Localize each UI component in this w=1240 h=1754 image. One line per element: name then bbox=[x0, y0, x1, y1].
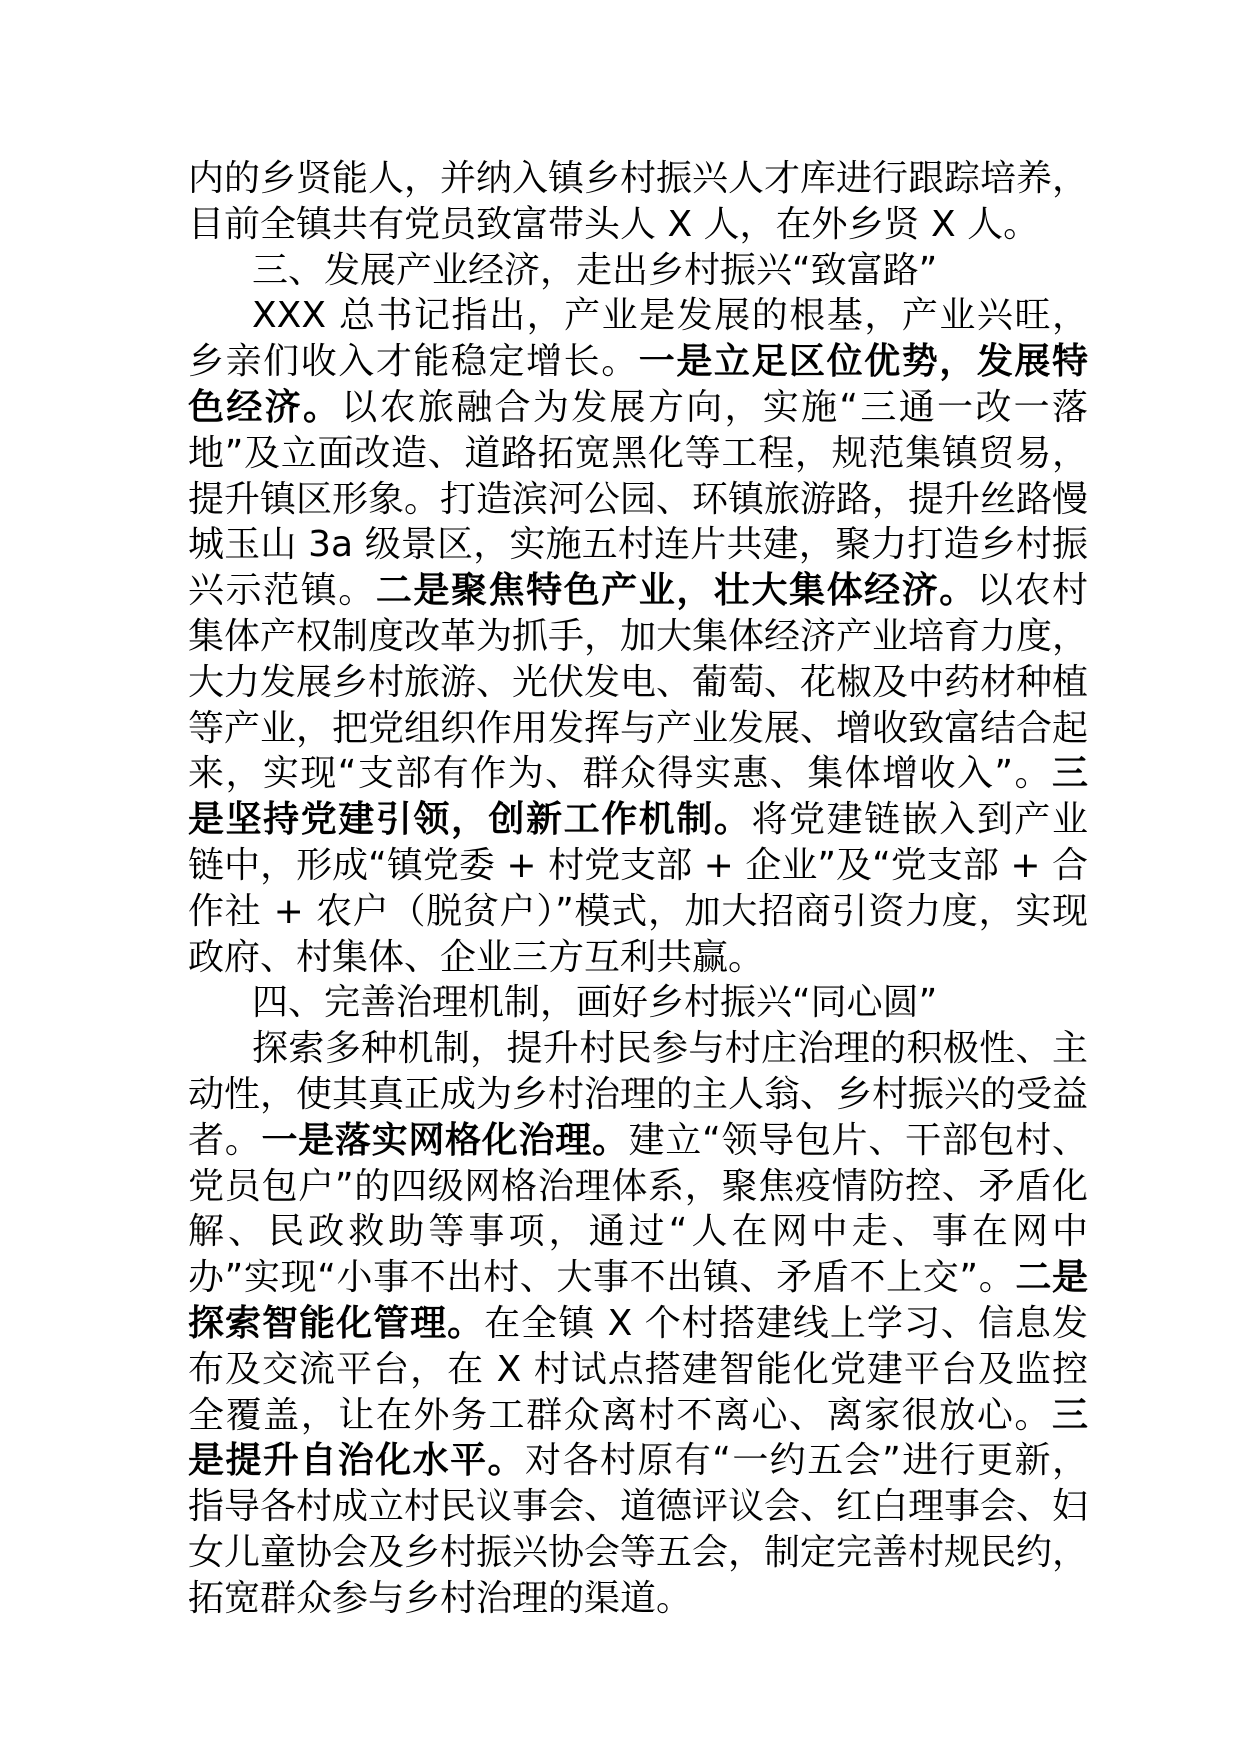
paragraph-text: 将党建链嵌入到产业链中，形成“镇党委 + 村党支部 + 企业”及“党支部 + 合作社 + 农户（脱贫户）”模式，加大招商引资力度，实现政府、村集体、企业三方互利共赢。 bbox=[188, 799, 1088, 978]
paragraph-text: 探索多种机制，提升村民参与村庄治理的积极性、主动性，使其真正成为乡村治理的主人翁、乡村振兴的受益者。 bbox=[188, 1028, 1089, 1161]
bold-lead-phrase: 二是探索智能化管理。 bbox=[188, 1257, 1088, 1344]
document-page bbox=[188, 156, 1088, 1622]
bold-lead-phrase: 三是坚持党建引领，创新工作机制。 bbox=[188, 753, 1088, 841]
heading-text: 四、完善治理机制，画好乡村振兴“同心圆” bbox=[252, 982, 938, 1024]
paragraph-text: 内的乡贤能人，并纳入镇乡村振兴人才库进行跟踪培养，目前全镇共有党员致富带头人 X 人，在外乡贤 X 人。 bbox=[188, 158, 1089, 245]
paragraph-industry bbox=[188, 293, 1088, 980]
paragraph-intro-continued bbox=[188, 156, 1088, 248]
paragraph-text: 以农旅融合为发展方向，实施“三通一改一落地”及立面改造、道路拓宽黑化等工程，规范集镇贸易，提升镇区形象。打造滨河公园、环镇旅游路，提升丝路慢城玉山 3a 级景区，实施五村连片共建，聚力打造乡村振兴示范镇。 bbox=[188, 386, 1089, 612]
paragraph-text: 建立“领导包片、干部包村、党员包户”的四级网格治理体系，聚焦疫情防控、矛盾化解、民政救助等事项，通过“人在网中走、事在网中办”实现“小事不出村、大事不出镇、矛盾不上交”。 bbox=[188, 1119, 1088, 1299]
paragraph-text: XXX 总书记指出，产业是发展的根基，产业兴旺，乡亲们收入才能稳定增长。 bbox=[188, 295, 1088, 383]
bold-lead-phrase: 一是立足区位优势，发展特色经济。 bbox=[188, 341, 1088, 428]
bold-lead-phrase: 二是聚焦特色产业，壮大集体经济。 bbox=[375, 570, 977, 612]
section-heading-4 bbox=[188, 980, 1088, 1026]
paragraph-text: 在全镇 X 个村搭建线上学习、信息发布及交流平台，在 X 村试点搭建智能化党建平台及监控全覆盖，让在外务工群众离村不离心、离家很放心。 bbox=[188, 1302, 1088, 1436]
heading-text: 三、发展产业经济，走出乡村振兴“致富路” bbox=[252, 249, 938, 291]
paragraph-text: 以农村集体产权制度改革为抓手，加大集体经济产业培育力度，大力发展乡村旅游、光伏发电、葡萄、花椒及中药材种植等产业，把党组织作用发挥与产业发展、增收致富结合起来，实现“支部有作为、群众得实惠、集体增收入”。 bbox=[188, 570, 1089, 795]
section-heading-3 bbox=[188, 248, 1088, 294]
paragraph-text: 对各村原有“一约五会”进行更新，指导各村成立村民议事会、道德评议会、红白理事会、妇女儿童协会及乡村振兴协会等五会，制定完善村规民约，拓宽群众参与乡村治理的渠道。 bbox=[188, 1440, 1089, 1619]
bold-lead-phrase: 三是提升自治化水平。 bbox=[188, 1394, 1088, 1482]
bold-lead-phrase: 一是落实网格化治理。 bbox=[261, 1119, 629, 1161]
paragraph-governance bbox=[188, 1026, 1088, 1621]
